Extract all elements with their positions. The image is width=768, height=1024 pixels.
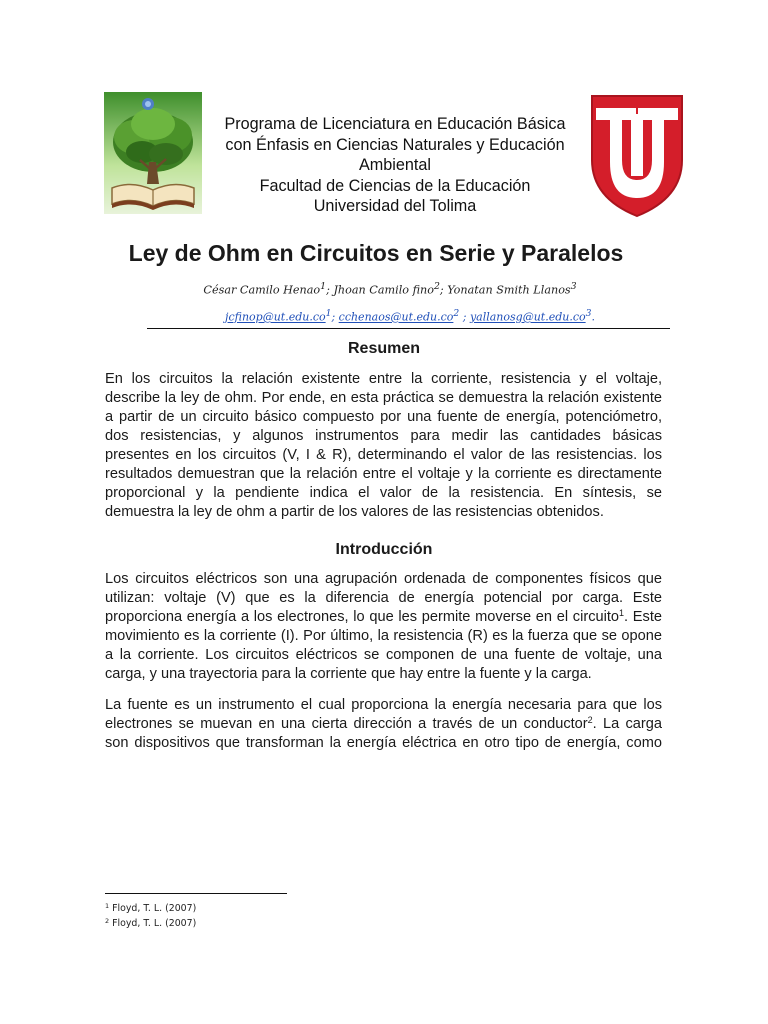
text-fragment: . La carga <box>592 716 662 732</box>
author-name: Jhoan Camilo fino <box>333 283 434 297</box>
text-line: movimiento es la corriente (I). Por último, la resistencia (R) es la fuerza que se opone <box>105 628 662 644</box>
footnote <box>105 902 196 914</box>
introduccion-paragraph-2 <box>105 696 662 753</box>
email-mark: 3 <box>585 308 592 319</box>
institution-header <box>200 114 590 217</box>
document-title: Ley de Ohm en Circuitos en Serie y Paralelos <box>128 240 624 266</box>
footnote-ref[interactable]: 2 <box>587 715 593 725</box>
text-line <box>105 608 662 627</box>
header-line: Programa de Licenciatura en Educación Básica <box>224 115 566 133</box>
author-affiliation-mark: 1 <box>320 281 327 292</box>
header-line: con Énfasis en Ciencias Naturales y Educación <box>225 135 565 154</box>
text-line: La fuente es un instrumento el cual proporciona la energía necesaria para que los <box>105 697 662 713</box>
author-separator: ; <box>439 283 448 297</box>
email-link[interactable]: yallanosg@ut.edu.co <box>469 310 586 324</box>
title-divider <box>147 328 670 329</box>
text-line: a partir de un circuito básico compuesto por una fuente de energía, potenciómetro, <box>105 409 662 425</box>
text-line <box>105 715 662 734</box>
email-separator: ; <box>331 310 339 324</box>
resumen-heading: Resumen <box>347 340 421 357</box>
tree-on-book-logo-icon <box>104 92 202 214</box>
email-mark: 2 <box>453 308 460 319</box>
text-line: carga, y una trayectoria para la corriente que hay entre la fuente y la carga. <box>105 666 592 682</box>
ut-university-logo-icon <box>590 94 684 218</box>
text-line: son dispositivos que transforman la energía eléctrica en otro tipo de energía, como <box>105 735 662 751</box>
footnote-divider <box>105 893 287 894</box>
author-affiliation-mark: 3 <box>570 281 577 292</box>
author-emails <box>150 308 670 324</box>
author-list <box>110 281 670 297</box>
introduccion-heading: Introducción <box>335 541 433 558</box>
text-line: demuestra la ley de ohm a partir de los valores de las resistencias obtenidos. <box>105 504 604 520</box>
footnote-number: 2 <box>105 917 110 925</box>
header-line: Ambiental <box>359 156 431 175</box>
author-name: Yonatan Smith Llanos <box>447 283 571 297</box>
text-line: utilizan: voltaje (V) que es la diferencia de energía potencial por carga. Este <box>105 590 662 606</box>
footnote-ref[interactable]: 1 <box>619 608 625 618</box>
author-name: César Camilo Henao <box>203 283 321 297</box>
text-fragment: . Este <box>624 609 663 625</box>
text-line: En los circuitos la relación existente entre la corriente, resistencia y el voltaje, <box>105 371 662 387</box>
text-line: dos resistencias, y algunos instrumentos para medir las cantidades básicas <box>105 428 662 444</box>
footnote <box>105 917 196 929</box>
footnote-number: 1 <box>105 902 110 910</box>
header-line: Universidad del Tolima <box>313 197 477 216</box>
email-separator: ; <box>459 310 470 324</box>
author-affiliation-mark: 2 <box>433 281 440 292</box>
text-line: resultados demuestran que la relación entre el voltaje y la corriente es directamente <box>105 466 662 482</box>
resumen-paragraph <box>105 370 662 522</box>
email-mark: 1 <box>325 308 332 319</box>
footnote-text: Floyd, T. L. (2007) <box>112 918 197 929</box>
text-line: Los circuitos eléctricos son una agrupación ordenada de componentes físicos que <box>105 571 662 587</box>
text-line: a la corriente. Los circuitos eléctricos se componen de una fuente de voltaje, una <box>105 647 662 663</box>
text-line: proporcional y la pendiente indica el valor de la resistencia. En síntesis, se <box>105 485 662 501</box>
email-link[interactable]: jcfinop@ut.edu.co <box>225 310 326 324</box>
text-fragment: electrones se muevan en una cierta dirección a través de un conductor <box>105 716 588 732</box>
email-end: . <box>591 310 595 324</box>
email-link[interactable]: cchenaos@ut.edu.co <box>338 310 454 324</box>
text-line: presentes en los circuitos (V, I & R), determinando el valor de las resistencias. los <box>105 447 662 463</box>
introduccion-paragraph-1 <box>105 570 662 684</box>
header-line: Facultad de Ciencias de la Educación <box>259 176 531 195</box>
text-fragment: proporciona energía a los electrones, lo que les permite moverse en el circuito <box>105 609 620 625</box>
footnote-text: Floyd, T. L. (2007) <box>112 903 197 914</box>
author-separator: ; <box>326 283 334 297</box>
text-line: describe la ley de ohm. Por ende, en esta práctica se demuestra la relación existente <box>105 390 662 406</box>
